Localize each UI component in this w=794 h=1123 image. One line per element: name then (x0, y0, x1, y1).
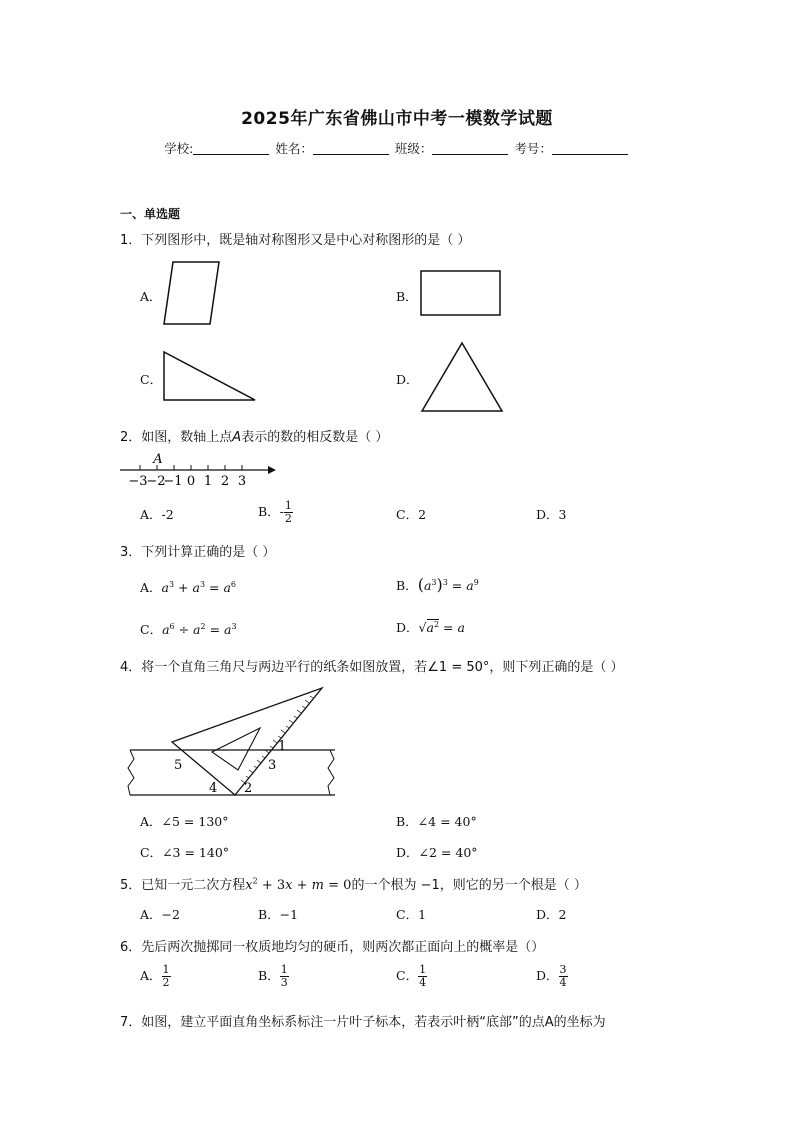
q2-option-d: D．3 (536, 507, 567, 522)
q6-option-c (396, 964, 427, 989)
q3-stem: 3．下列计算正确的是（ ） (120, 545, 276, 560)
q5-option-b: B．−1 (258, 907, 299, 922)
q1-option-c-label: C． (140, 372, 163, 387)
section-heading: 一、单选题 (120, 207, 181, 221)
q4-option-b: B．∠4 = 40° (396, 814, 477, 829)
denominator: 2 (162, 976, 170, 989)
q6-option-b-fraction (280, 964, 289, 989)
q1-stem: 1．下列图形中，既是轴对称图形又是中心对称图形的是（ ） (120, 233, 471, 248)
class-blank (432, 142, 508, 155)
equilateral-triangle-shape (418, 339, 506, 415)
q2-stem (120, 426, 388, 445)
denominator: 3 (280, 976, 288, 989)
examno-blank (552, 142, 628, 155)
parallelogram-shape (160, 258, 224, 328)
class-label: 班级： (394, 141, 433, 156)
q1-option-b-label: B． (396, 289, 418, 304)
q6-option-a (140, 964, 171, 989)
q4-option-c: C．∠3 = 140° (140, 845, 230, 860)
angle-1-label: 1 (278, 739, 287, 754)
numerator: 1 (280, 963, 288, 976)
q6-option-d (536, 964, 568, 989)
denominator: 4 (419, 976, 427, 989)
q3-option-b: B．$(a^3)^3 = a^9$ (396, 575, 479, 594)
q2-stem-var: A (232, 430, 242, 445)
page-title: 2025年广东省佛山市中考一模数学试题 (241, 109, 553, 129)
q3-option-a-label: A． (140, 580, 162, 595)
q5-stem-pre: 5．已知一元二次方程 (120, 878, 246, 893)
tick-label: 0 (186, 474, 196, 488)
q6-option-b-label: B． (258, 968, 280, 983)
q4-stem: 4．将一个直角三角尺与两边平行的纸条如图放置，若∠1 = 50°，则下列正确的是（ ） (120, 660, 624, 675)
tick-label: −1 (163, 474, 183, 488)
q6-option-a-fraction (162, 964, 171, 989)
q5-stem (120, 874, 587, 893)
q3-option-a: A．$a^3 + a^3 = a^6$ (140, 579, 237, 595)
q5-option-a: A．−2 (140, 907, 180, 922)
right-triangle-shape (160, 348, 260, 404)
number-line (118, 448, 278, 488)
q3-option-c-label: C． (140, 622, 163, 637)
q2-option-c: C．2 (396, 507, 427, 522)
tick-label: −2 (146, 474, 166, 488)
q2-stem-text: 2．如图，数轴上点 (120, 430, 233, 445)
angle-4-label: 4 (209, 781, 218, 796)
q4-option-d: D．∠2 = 40° (396, 845, 478, 860)
tick-label: −3 (128, 474, 148, 488)
tick-label: 3 (237, 474, 247, 488)
q1-option-d-label: D． (396, 372, 419, 387)
q5-option-d: D．2 (536, 907, 567, 922)
q5-option-c: C．1 (396, 907, 427, 922)
q6-option-c-label: C． (396, 968, 419, 983)
angle-2-label: 2 (244, 781, 253, 796)
q6-stem: 6．先后两次抛掷同一枚质地均匀的硬币，则两次都正面向上的概率是（） (120, 940, 545, 955)
q2-option-b-prefix: B．- (258, 504, 284, 519)
q3-option-c: C．$a^6 \div a^2 = a^3$ (140, 621, 237, 637)
q7-stem: 7．如图，建立平面直角坐标系标注一片叶子标本，若表示叶柄“底部”的点A的坐标为 (120, 1015, 606, 1030)
q3-option-d-label: D． (396, 620, 419, 635)
numerator: 1 (284, 499, 292, 512)
q3-option-d: D．$√a^2 = a$ (396, 619, 465, 635)
denominator: 4 (559, 976, 567, 989)
rectangle-shape (418, 268, 504, 318)
q2-stem-rest: 表示的数的相反数是（ ） (241, 430, 389, 445)
name-label: 姓名： (275, 141, 313, 156)
school-label: 学校: (164, 141, 194, 156)
q3-option-b-label: B． (396, 578, 418, 593)
tick-label: 1 (203, 474, 213, 488)
q5-equation: $x^2 + 3x + m = 0$ (245, 876, 352, 893)
name-blank (313, 142, 389, 155)
q2-option-a: A．-2 (140, 507, 174, 522)
q6-option-b (258, 964, 289, 989)
point-a-label: A (153, 452, 163, 467)
q2-option-b (258, 500, 293, 525)
q2-option-b-fraction (284, 500, 293, 525)
student-info-line (0, 139, 794, 157)
numerator: 1 (419, 963, 427, 976)
q1-option-a-label: A． (140, 289, 162, 304)
numerator: 3 (559, 963, 567, 976)
school-blank (193, 142, 269, 155)
q6-option-d-fraction (559, 964, 568, 989)
q6-option-d-label: D． (536, 968, 559, 983)
angle-5-label: 5 (174, 758, 183, 773)
examno-label: 考号： (514, 141, 552, 156)
numerator: 1 (162, 963, 170, 976)
q4-option-a: A．∠5 = 130° (140, 814, 229, 829)
triangle-ruler-figure (120, 684, 340, 800)
denominator: 2 (284, 512, 292, 525)
angle-3-label: 3 (268, 758, 277, 773)
q6-option-c-fraction (418, 964, 427, 989)
q6-option-a-label: A． (140, 968, 162, 983)
q5-stem-post: 的一个根为 −1，则它的另一个根是（ ） (351, 878, 587, 893)
tick-label: 2 (220, 474, 230, 488)
